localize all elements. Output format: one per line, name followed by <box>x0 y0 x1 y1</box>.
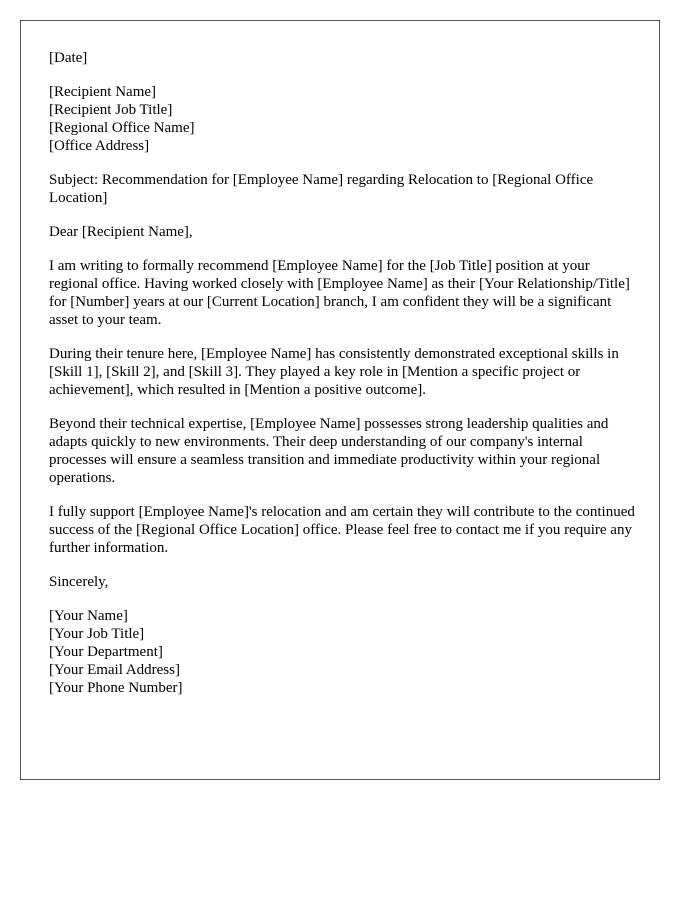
salutation: Dear [Recipient Name], <box>49 224 193 240</box>
body-paragraph-4: I fully support [Employee Name]'s relocation and am certain they will contribute to the continued success of the [Regional Office Location] office. Please feel free to contact me if you require any further information. <box>49 504 635 556</box>
body-paragraph-1: I am writing to formally recommend [Employee Name] for the [Job Title] position at your regional office. Having worked closely with [Employee Name] as their [Your Relationship/Title] for [Number] years at our [Current Location] branch, I am confident they will be a significant asset to your team. <box>49 258 630 328</box>
recipient-job-title: [Recipient Job Title] <box>49 102 173 118</box>
letter-date: [Date] <box>49 50 88 66</box>
recipient-office-name: [Regional Office Name] <box>49 120 195 136</box>
recipient-office-address: [Office Address] <box>49 138 150 154</box>
signature-name: [Your Name] <box>49 608 128 624</box>
recipient-block <box>49 83 637 155</box>
signature-block <box>49 607 637 697</box>
signature-department: [Your Department] <box>49 644 163 660</box>
subject-line: Subject: Recommendation for [Employee Name] regarding Relocation to [Regional Office Location] <box>49 172 594 206</box>
recipient-name: [Recipient Name] <box>49 84 157 100</box>
closing: Sincerely, <box>49 574 109 590</box>
body-paragraph-3: Beyond their technical expertise, [Employee Name] possesses strong leadership qualities and adapts quickly to new environments. Their deep understanding of our company's internal processes will ensure a seamless transition and immediate productivity within your regional operations. <box>49 416 609 486</box>
signature-phone: [Your Phone Number] <box>49 680 183 696</box>
letter-body <box>49 49 637 713</box>
letter-document <box>20 20 660 780</box>
body-paragraph-2: During their tenure here, [Employee Name] has consistently demonstrated exceptional skills in [Skill 1], [Skill 2], and [Skill 3]. They played a key role in [Mention a specific project or achievement], which resulted in [Mention a positive outcome]. <box>49 346 619 398</box>
signature-job-title: [Your Job Title] <box>49 626 145 642</box>
signature-email: [Your Email Address] <box>49 662 180 678</box>
date-line <box>49 49 637 67</box>
